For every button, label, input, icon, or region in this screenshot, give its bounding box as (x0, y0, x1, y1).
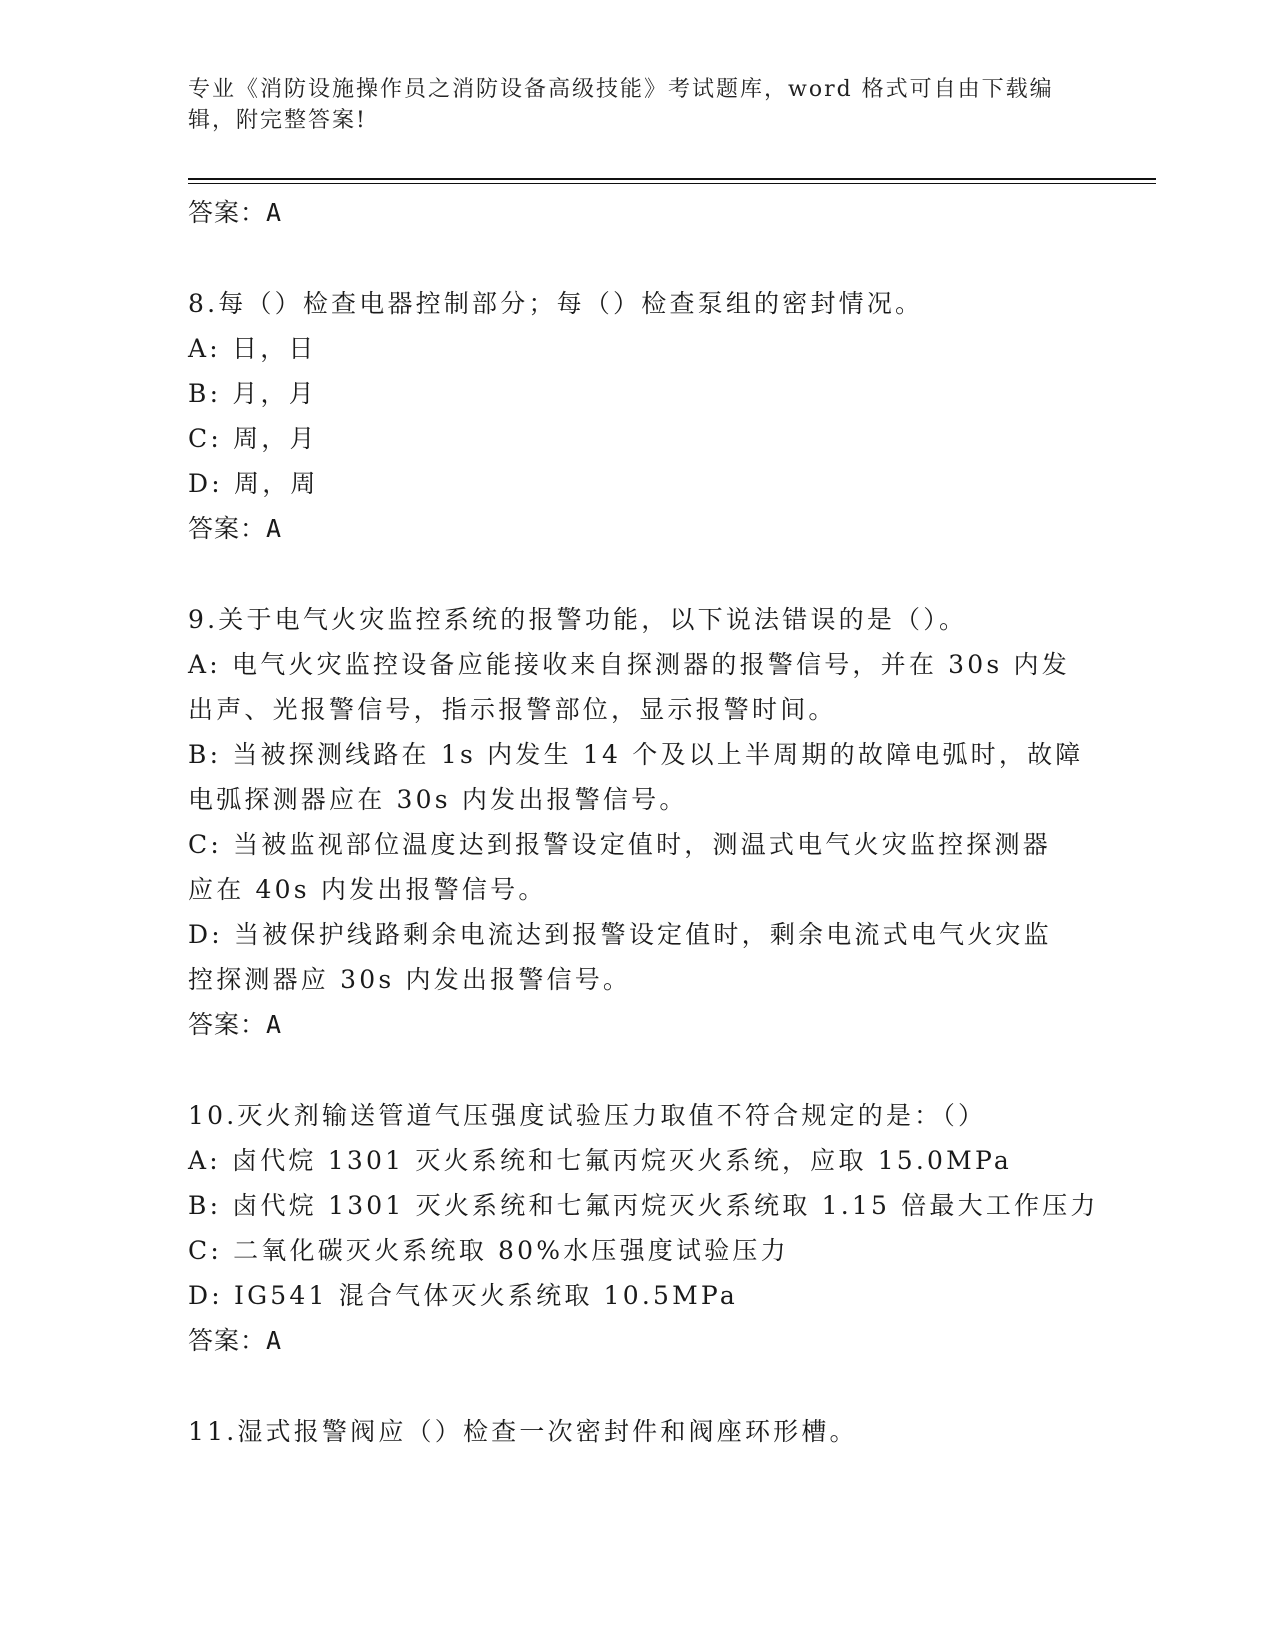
question-block (188, 1409, 1088, 1454)
option-line: 电弧探测器应在 30s 内发出报警信号。 (188, 785, 688, 814)
question-block (188, 597, 1088, 1093)
option-line: B: 月，月 (188, 379, 317, 408)
option-line: C: 二氧化碳灭火系统取 80%水压强度试验压力 (188, 1236, 789, 1265)
option-line: 出声、光报警信号，指示报警部位，显示报警时间。 (188, 695, 837, 724)
header-line-1: 专业《消防设施操作员之消防设备高级技能》考试题库，word 格式可自由下载编 (188, 77, 1054, 102)
option-line: D: 周，周 (188, 469, 319, 498)
section-gap (188, 235, 1088, 281)
question-stem: 10.灭火剂输送管道气压强度试验压力取值不符合规定的是：（） (188, 1101, 987, 1130)
option-line: D: 当被保护线路剩余电流达到报警设定值时，剩余电流式电气火灾监 (188, 920, 1052, 949)
section-gap (188, 1047, 1088, 1093)
question-stem: 8.每（）检查电器控制部分；每（）检查泵组的密封情况。 (188, 289, 924, 318)
header-divider-thin (188, 183, 1156, 184)
option-line: C: 周，月 (188, 424, 318, 453)
option-line: C: 当被监视部位温度达到报警设定值时，测温式电气火灾监控探测器 (188, 830, 1051, 859)
section-gap (188, 1363, 1088, 1409)
header-line-2: 辑，附完整答案! (188, 108, 367, 133)
answer-line: 答案：A (188, 514, 283, 543)
option-line: D: IG541 混合气体灭火系统取 10.5MPa (188, 1281, 738, 1310)
option-line: A: 日，日 (188, 334, 317, 363)
question-stem: 9.关于电气火灾监控系统的报警功能，以下说法错误的是（）。 (188, 605, 968, 634)
question-list (188, 190, 1099, 1454)
option-line: B: 卤代烷 1301 灭火系统和七氟丙烷灭火系统取 1.15 倍最大工作压力 (188, 1191, 1099, 1220)
header-divider-thick (188, 178, 1156, 180)
option-line: A: 电气火灾监控设备应能接收来自探测器的报警信号，并在 30s 内发 (188, 650, 1070, 679)
option-line: B: 当被探测线路在 1s 内发生 14 个及以上半周期的故障电弧时，故障 (188, 740, 1084, 769)
option-line: A: 卤代烷 1301 灭火系统和七氟丙烷灭火系统，应取 15.0MPa (188, 1146, 1012, 1175)
section-gap (188, 551, 1088, 597)
option-line: 应在 40s 内发出报警信号。 (188, 875, 547, 904)
answer-line: 答案：A (188, 1326, 283, 1355)
question-stem: 11.湿式报警阀应（）检查一次密封件和阀座环形槽。 (188, 1417, 858, 1446)
option-line: 控探测器应 30s 内发出报警信号。 (188, 965, 632, 994)
page-header (188, 74, 1068, 136)
answer-line: 答案：A (188, 1010, 283, 1039)
question-block (188, 1093, 1099, 1409)
question-block (188, 281, 1088, 597)
answer-line: 答案：A (188, 198, 283, 227)
